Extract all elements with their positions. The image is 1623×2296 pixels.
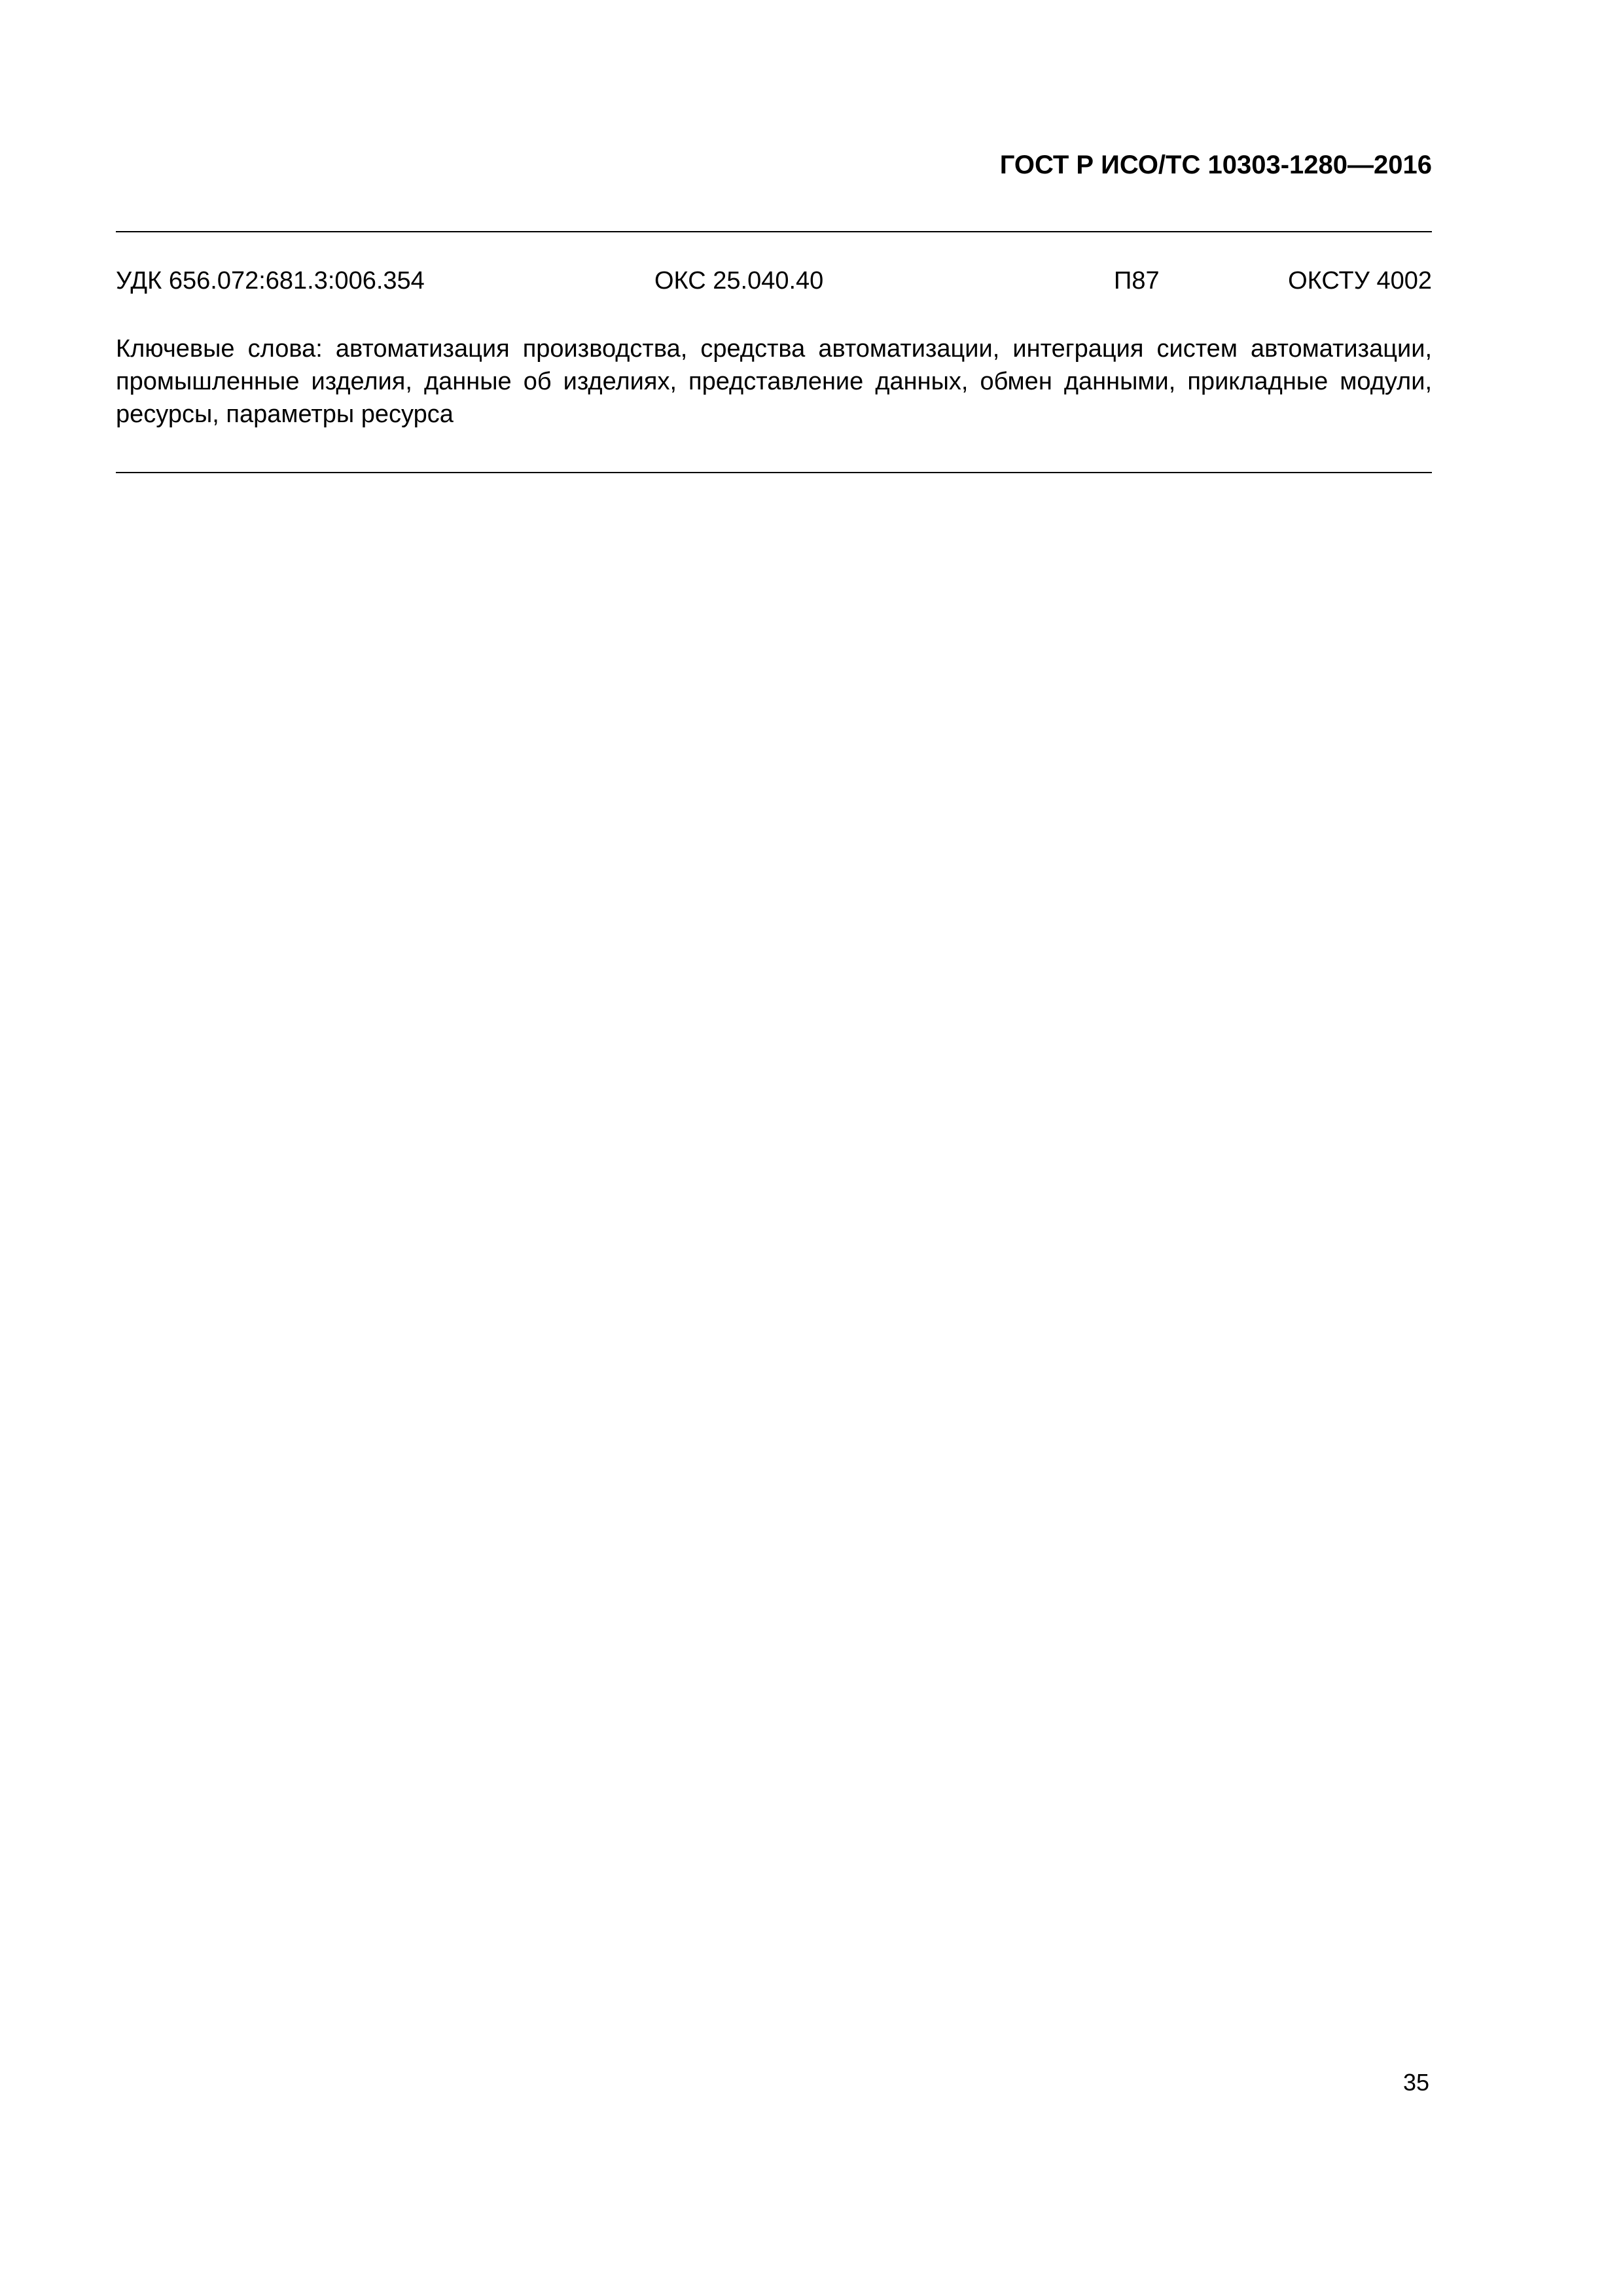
top-divider (116, 231, 1432, 232)
p-code: П87 (1114, 267, 1160, 295)
udk-code: УДК 656.072:681.3:006.354 (116, 267, 425, 295)
classification-line (116, 265, 1432, 298)
keywords-paragraph: Ключевые слова: автоматизация производства, средства автоматизации, интеграция систем автоматизации, промышленные изделия, данные об изделиях, представление данных, обмен данными, прикладные модули, ресурсы, параметры ресурса (116, 335, 1432, 428)
bottom-divider (116, 472, 1432, 473)
standard-designation: ГОСТ Р ИСО/ТС 10303-1280—2016 (999, 151, 1432, 179)
okstu-code: ОКСТУ 4002 (1288, 267, 1432, 295)
page-number: 35 (1402, 2069, 1429, 2096)
oks-code: ОКС 25.040.40 (654, 267, 824, 295)
